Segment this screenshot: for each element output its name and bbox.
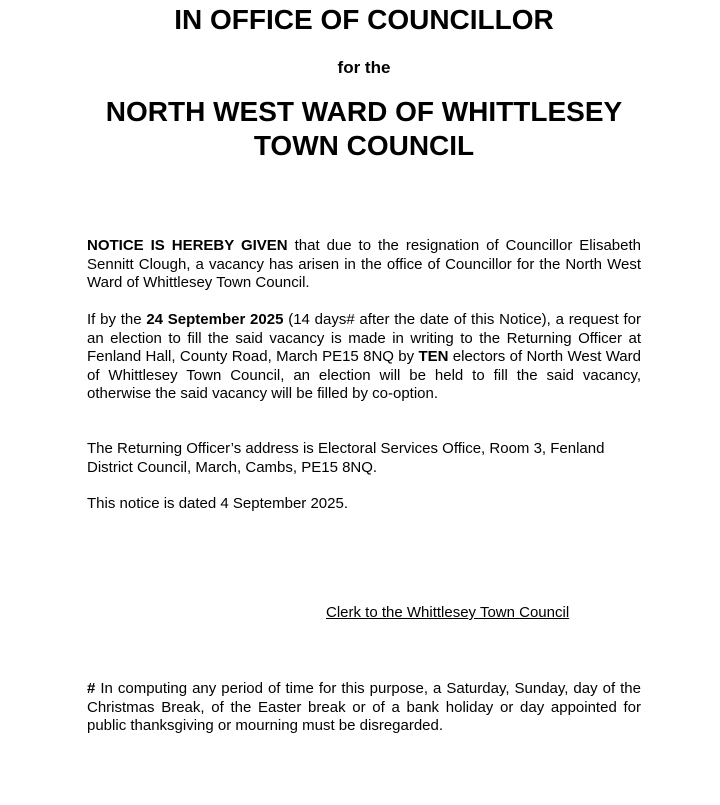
clerk-signature: Clerk to the Whittlesey Town Council [326,604,570,621]
notice-paragraph-2-start: If by the [87,311,147,328]
ward-title [0,95,720,163]
footnote [87,680,641,736]
footnote-text: In computing any period of time for this purpose, a Saturday, Sunday, day of the Christmas Break, of the Easter break or of a bank holiday or day appointed for public thanksgiving or mourning must be disregarded. [87,680,641,735]
returning-officer-address: The Returning Officer’s address is Electoral Services Office, Room 3, Fenland District Council, March, Cambs, PE15 8NQ. [87,440,605,476]
ward-title-line2: TOWN COUNCIL [253,130,475,161]
subtitle-for-the: for the [337,58,391,77]
notice-given-heading: NOTICE IS HEREBY GIVEN [87,237,288,254]
notice-paragraph-2-mid: (14 days# after the date of this Notice), a request for an election to fill the said vacancy is made in writing to the Returning Officer at Fenland Hall, County Road, March PE15 8NQ by [87,311,641,366]
notice-paragraph-2 [87,311,641,404]
footnote-marker: # [87,680,96,697]
notice-paragraph-1 [87,237,641,293]
deadline-date: 24 September 2025 [146,311,284,328]
electors-count: TEN [418,348,449,366]
notice-paragraph-2-end: electors of North West Ward of Whittlesey Town Council, an election will be held to fill the said vacancy, otherwise the said vacancy will be filled by co-option. [87,348,641,403]
notice-date: This notice is dated 4 September 2025. [87,495,348,512]
ward-title-line1: NORTH WEST WARD OF WHITTLESEY [105,96,623,127]
notice-paragraph-1-text: that due to the resignation of Councillor Elisabeth Sennitt Clough, a vacancy has arisen in the office of Councillor for the North West Ward of Whittlesey Town Council. [87,237,641,292]
page-title: IN OFFICE OF COUNCILLOR [174,4,554,35]
